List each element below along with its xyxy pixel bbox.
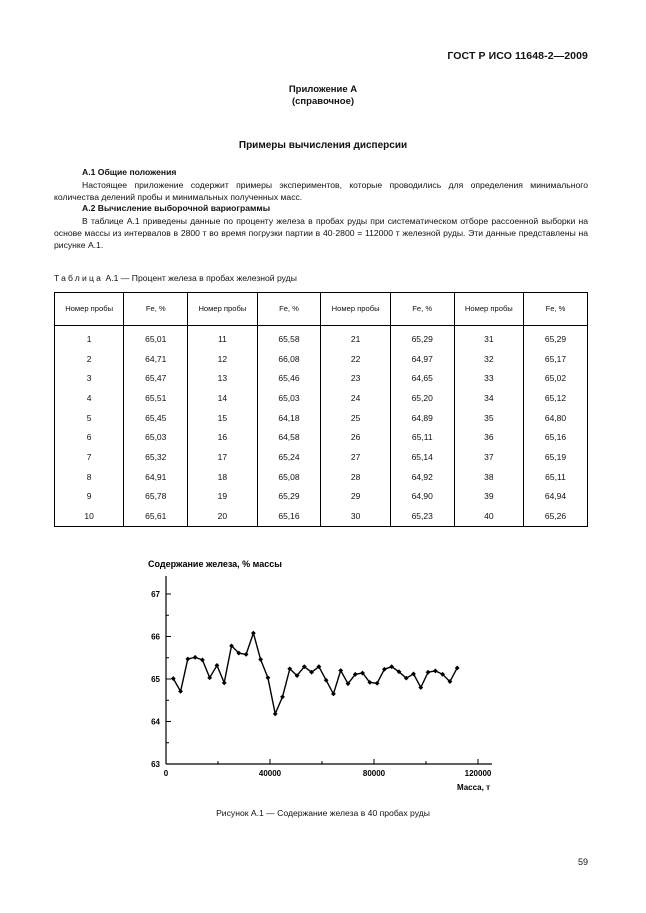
fe-percent-cell: 64,65 — [390, 368, 454, 388]
fe-percent-cell: 65,29 — [523, 326, 587, 349]
figure-caption: Рисунок А.1 — Содержание железа в 40 пробах руды — [216, 808, 430, 818]
fe-percent-cell: 65,14 — [390, 447, 454, 467]
fe-percent-cell: 65,19 — [523, 447, 587, 467]
y-tick-label: 67 — [151, 590, 160, 599]
fe-percent-cell: 65,03 — [257, 388, 321, 408]
sample-number-cell: 37 — [454, 447, 523, 467]
sample-number-cell: 23 — [321, 368, 390, 388]
x-tick-label: 120000 — [464, 769, 492, 778]
sample-number-cell: 9 — [55, 487, 124, 507]
sample-number-cell: 15 — [188, 408, 257, 428]
data-point — [193, 655, 198, 660]
sample-number-cell: 16 — [188, 427, 257, 447]
sample-number-cell: 7 — [55, 447, 124, 467]
table-caption — [54, 273, 297, 283]
sample-number-cell: 40 — [454, 506, 523, 526]
sample-number-cell: 18 — [188, 467, 257, 487]
y-tick-label: 65 — [151, 675, 160, 684]
fe-percent-cell: 65,45 — [124, 408, 188, 428]
sample-number-cell: 20 — [188, 506, 257, 526]
fe-percent-cell: 65,12 — [523, 388, 587, 408]
sample-number-cell: 6 — [55, 427, 124, 447]
y-tick-label: 63 — [151, 760, 160, 769]
col-header-sample: Номер пробы — [55, 293, 124, 326]
sample-number-cell: 2 — [55, 349, 124, 369]
fe-percent-cell: 65,01 — [124, 326, 188, 349]
fe-percent-cell: 65,46 — [257, 368, 321, 388]
sample-number-cell: 35 — [454, 408, 523, 428]
annex-type: (справочное) — [291, 96, 355, 107]
x-tick-label: 0 — [163, 769, 169, 778]
sample-number-cell: 13 — [188, 368, 257, 388]
sample-number-cell: 12 — [188, 349, 257, 369]
data-point — [273, 711, 278, 716]
sample-number-cell: 21 — [321, 326, 390, 349]
col-header-fe: Fe, % — [390, 293, 454, 326]
sample-number-cell: 30 — [321, 506, 390, 526]
table-row — [55, 487, 588, 507]
fe-percent-cell: 65,78 — [124, 487, 188, 507]
sample-number-cell: 8 — [55, 467, 124, 487]
fe-percent-cell: 65,47 — [124, 368, 188, 388]
annex-title: Приложение А — [288, 84, 358, 95]
chart-x-label: Масса, т — [456, 783, 490, 792]
sample-number-cell: 10 — [55, 506, 124, 526]
data-point — [426, 670, 431, 675]
sample-number-cell: 31 — [454, 326, 523, 349]
section-a1-text: Настоящее приложение содержит примеры экспериментов, которые проводились для определения минимального количества делений пробы и минимальных полученных масс. — [54, 180, 588, 203]
fe-percent-cell: 64,71 — [124, 349, 188, 369]
fe-percent-cell: 65,16 — [523, 427, 587, 447]
fe-percent-cell: 65,24 — [257, 447, 321, 467]
table-row — [55, 388, 588, 408]
col-header-sample: Номер пробы — [188, 293, 257, 326]
sample-number-cell: 1 — [55, 326, 124, 349]
fe-percent-cell: 65,08 — [257, 467, 321, 487]
fe-percent-cell: 65,02 — [523, 368, 587, 388]
x-tick-label: 80000 — [362, 769, 386, 778]
fe-percent-cell: 65,29 — [257, 487, 321, 507]
table-row — [55, 368, 588, 388]
sample-number-cell: 33 — [454, 368, 523, 388]
data-point — [382, 667, 387, 672]
fe-percent-cell: 64,18 — [257, 408, 321, 428]
fe-percent-cell: 65,20 — [390, 388, 454, 408]
sample-number-cell: 3 — [55, 368, 124, 388]
y-tick-label: 66 — [151, 632, 160, 642]
fe-percent-cell: 65,58 — [257, 326, 321, 349]
fe-percent-cell: 64,80 — [523, 408, 587, 428]
table-row — [55, 326, 588, 349]
table-caption-prefix: Таблица — [54, 273, 104, 283]
y-tick-label: 64 — [151, 717, 160, 727]
fe-percent-cell: 65,11 — [390, 427, 454, 447]
col-header-sample: Номер пробы — [454, 293, 523, 326]
fe-percent-cell: 64,92 — [390, 467, 454, 487]
col-header-sample: Номер пробы — [321, 293, 390, 326]
table-row — [55, 447, 588, 467]
fe-percent-cell: 64,90 — [390, 487, 454, 507]
fe-percent-cell: 65,03 — [124, 427, 188, 447]
data-point — [266, 675, 271, 680]
fe-percent-cell: 65,29 — [390, 326, 454, 349]
sample-number-cell: 27 — [321, 447, 390, 467]
sample-number-cell: 11 — [188, 326, 257, 349]
table-row — [55, 506, 588, 526]
sample-number-cell: 5 — [55, 408, 124, 428]
sample-number-cell: 25 — [321, 408, 390, 428]
data-point — [185, 657, 190, 662]
sample-number-cell: 32 — [454, 349, 523, 369]
standard-designation: ГОСТ Р ИСО 11648-2—2009 — [447, 50, 588, 62]
fe-percent-cell: 65,23 — [390, 506, 454, 526]
sample-number-cell: 34 — [454, 388, 523, 408]
section-a2-title: А.2 Вычисление выборочной вариограммы — [82, 203, 271, 213]
sample-number-cell: 29 — [321, 487, 390, 507]
sample-number-cell: 26 — [321, 427, 390, 447]
data-point — [258, 657, 263, 662]
data-point — [433, 669, 438, 674]
sample-number-cell: 28 — [321, 467, 390, 487]
chart-svg — [140, 552, 520, 797]
col-header-fe: Fe, % — [257, 293, 321, 326]
fe-percent-cell: 65,16 — [257, 506, 321, 526]
data-point — [251, 631, 256, 636]
page-number: 59 — [577, 857, 588, 867]
fe-percent-cell: 66,08 — [257, 349, 321, 369]
table-row — [55, 467, 588, 487]
fe-percent-cell: 64,89 — [390, 408, 454, 428]
chart-title: Содержание железа, % массы — [148, 559, 282, 569]
table-header-row — [55, 293, 588, 326]
fe-percent-cell: 65,11 — [523, 467, 587, 487]
fe-percent-cell: 65,51 — [124, 388, 188, 408]
sample-number-cell: 14 — [188, 388, 257, 408]
data-point — [280, 694, 285, 699]
fe-percent-cell: 65,61 — [124, 506, 188, 526]
sample-number-cell: 4 — [55, 388, 124, 408]
sample-number-cell: 38 — [454, 467, 523, 487]
page-heading: Примеры вычисления дисперсии — [238, 140, 408, 151]
sample-number-cell: 19 — [188, 487, 257, 507]
sample-number-cell: 24 — [321, 388, 390, 408]
fe-percent-cell: 64,58 — [257, 427, 321, 447]
section-a1-title: А.1 Общие положения — [82, 167, 177, 177]
section-a2-text: В таблице А.1 приведены данные по проценту железа в пробах руды при систематическом отборе рассоенной выборки на основе массы из интервалов в 2800 т во время погрузки партии в 40·2800 = 112000 т железной руды. Эти данные представлены на рисунке А.1. — [54, 216, 588, 251]
fe-percent-cell: 65,26 — [523, 506, 587, 526]
data-point — [244, 652, 249, 657]
table-caption-text: А.1 — Процент железа в пробах железной руды — [103, 273, 297, 283]
sample-number-cell: 22 — [321, 349, 390, 369]
fe-percent-cell: 64,94 — [523, 487, 587, 507]
fe-percent-cell: 64,97 — [390, 349, 454, 369]
sample-number-cell: 17 — [188, 447, 257, 467]
col-header-fe: Fe, % — [523, 293, 587, 326]
col-header-fe: Fe, % — [124, 293, 188, 326]
data-point — [200, 657, 205, 662]
fe-percent-cell: 65,32 — [124, 447, 188, 467]
iron-content-table — [54, 292, 588, 527]
table-row — [55, 349, 588, 369]
x-tick-label: 40000 — [258, 769, 282, 778]
fe-percent-cell: 65,17 — [523, 349, 587, 369]
sample-number-cell: 36 — [454, 427, 523, 447]
data-point — [375, 681, 380, 686]
table-row — [55, 408, 588, 428]
table-row — [55, 427, 588, 447]
data-point — [222, 680, 227, 685]
iron-content-chart — [140, 552, 520, 802]
sample-number-cell: 39 — [454, 487, 523, 507]
fe-percent-cell: 64,91 — [124, 467, 188, 487]
